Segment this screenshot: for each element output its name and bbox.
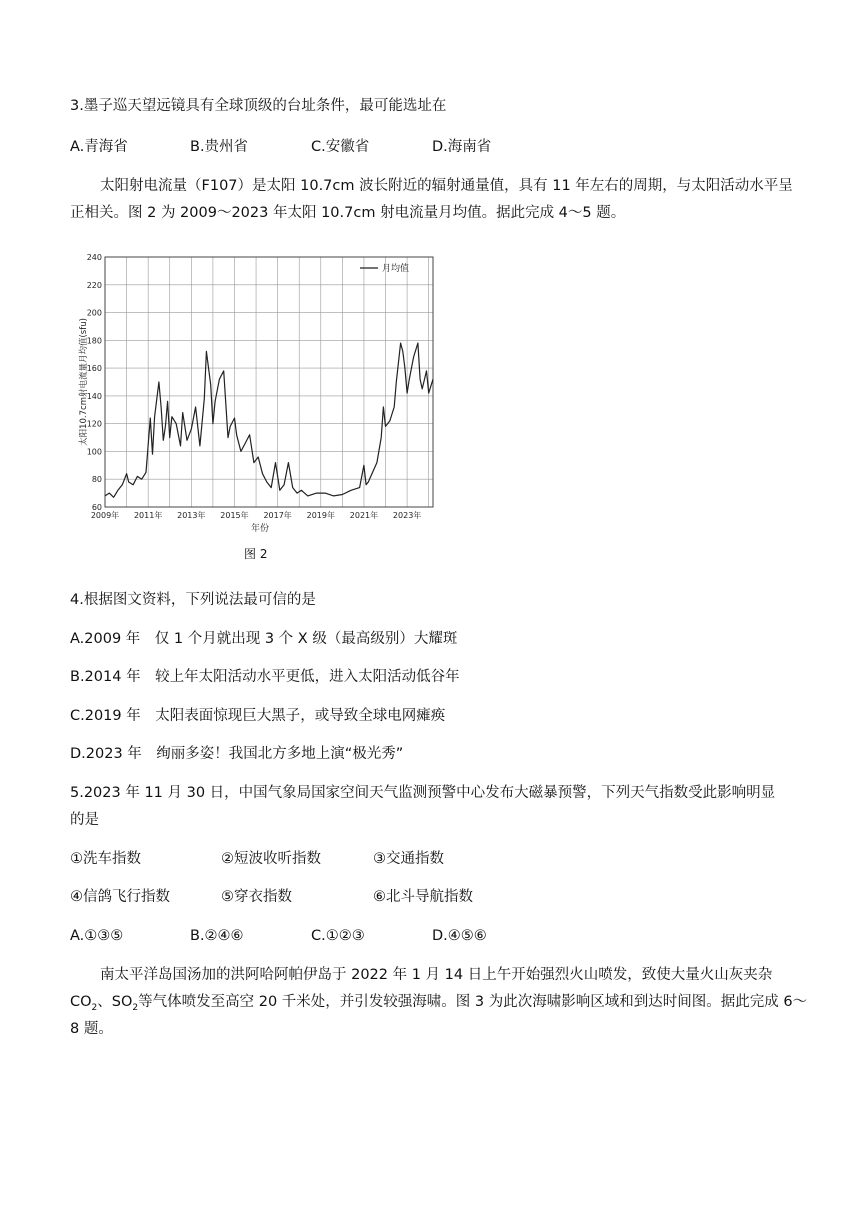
so2-text: 、SO bbox=[97, 994, 133, 1010]
y-tick-label: 80 bbox=[91, 475, 102, 485]
x-tick-label: 2009年 bbox=[90, 511, 120, 520]
x-axis-label: 年份 bbox=[250, 524, 270, 534]
y-tick-label: 200 bbox=[86, 308, 102, 318]
x-tick-label: 2019年 bbox=[306, 511, 335, 520]
q5-option-a: A.①③⑤ bbox=[70, 928, 124, 944]
material2-line2 bbox=[70, 992, 807, 1018]
x-tick-label: 2021年 bbox=[349, 511, 379, 520]
q3-option-b: B.贵州省 bbox=[190, 139, 249, 155]
x-tick-labels bbox=[91, 510, 421, 520]
x-tick-label: 2011年 bbox=[133, 511, 163, 520]
legend-label: 月均值 bbox=[382, 264, 410, 274]
co2-text: CO bbox=[70, 994, 92, 1010]
series-line-monthly-mean bbox=[105, 343, 433, 497]
q5-stem-line1: 5.2023 年 11 月 30 日，中国气象局国家空间天气监测预警中心发布大磁暴预警，下列天气指数受此影响明显 bbox=[70, 785, 776, 801]
q4-stem: 4.根据图文资料，下列说法最可信的是 bbox=[70, 592, 316, 608]
q4-option-d: D.2023 年 绚丽多姿！我国北方多地上演“极光秀” bbox=[70, 746, 404, 762]
q3-option-a: A.青海省 bbox=[70, 139, 128, 155]
material1-line1: 太阳射电流量（F107）是太阳 10.7cm 波长附近的辐射通量值，具有 11 年左右的周期，与太阳活动水平呈 bbox=[100, 178, 793, 194]
x-tick-label: 2013年 bbox=[177, 511, 206, 520]
q4-option-a: A.2009 年 仅 1 个月就出现 3 个 X 级（最高级别）大耀斑 bbox=[70, 631, 458, 647]
material2-line1: 南太平洋岛国汤加的洪阿哈阿帕伊岛于 2022 年 1 月 14 日上午开始强烈火山喷发，致使大量火山灰夹杂 bbox=[100, 967, 773, 983]
chart-grid bbox=[105, 257, 433, 507]
x-tick-label: 2017年 bbox=[263, 511, 292, 520]
q5-item-2: ②短波收听指数 bbox=[221, 851, 321, 867]
q5-option-d: D.④⑤⑥ bbox=[432, 928, 487, 944]
material2-line2-rest: 等气体喷发至高空 20 千米处，并引发较强海啸。图 3 为此次海啸影响区域和到达时间图。据此完成 6～ bbox=[138, 994, 808, 1010]
material1-line2: 正相关。图 2 为 2009～2023 年太阳 10.7cm 射电流量月均值。据此完成 4～5 题。 bbox=[70, 205, 626, 221]
x-tick-label: 2023年 bbox=[392, 511, 422, 520]
q5-item-3: ③交通指数 bbox=[373, 851, 444, 867]
y-tick-label: 100 bbox=[86, 447, 102, 457]
y-tick-label: 160 bbox=[86, 364, 102, 374]
q4-option-b: B.2014 年 较上年太阳活动水平更低，进入太阳活动低谷年 bbox=[70, 669, 460, 685]
so2-subscript: 2 bbox=[132, 1002, 139, 1013]
y-tick-label: 180 bbox=[86, 336, 102, 346]
q3-option-d: D.海南省 bbox=[432, 139, 492, 155]
y-tick-label: 120 bbox=[86, 419, 102, 429]
q5-option-c: C.①②③ bbox=[311, 928, 365, 944]
q3-stem: 3.墨子巡天望远镜具有全球顶级的台址条件，最可能选址在 bbox=[70, 98, 447, 114]
co2-subscript: 2 bbox=[91, 1002, 98, 1013]
y-tick-label: 240 bbox=[86, 253, 102, 262]
y-tick-labels bbox=[87, 253, 102, 512]
q3-option-c: C.安徽省 bbox=[311, 139, 370, 155]
x-tick-label: 2015年 bbox=[220, 511, 249, 520]
q5-stem-line2: 的是 bbox=[70, 812, 99, 828]
material2-line3: 8 题。 bbox=[70, 1021, 113, 1037]
y-axis-label: 太阳10.7cm射电流量月均值(sfu) bbox=[79, 318, 89, 446]
figure-caption: 图 2 bbox=[244, 547, 268, 561]
y-tick-label: 60 bbox=[91, 503, 102, 512]
q5-item-5: ⑤穿衣指数 bbox=[221, 889, 292, 905]
q4-option-c: C.2019 年 太阳表面惊现巨大黑子，或导致全球电网瘫痪 bbox=[70, 708, 446, 724]
q5-item-1: ①洗车指数 bbox=[70, 851, 141, 867]
q5-item-4: ④信鸽飞行指数 bbox=[70, 889, 170, 905]
q5-option-b: B.②④⑥ bbox=[190, 928, 244, 944]
plot-frame bbox=[105, 257, 433, 507]
y-tick-label: 140 bbox=[86, 391, 102, 401]
q5-item-6: ⑥北斗导航指数 bbox=[373, 889, 473, 905]
solar-flux-chart bbox=[78, 250, 438, 535]
y-tick-label: 220 bbox=[86, 280, 102, 290]
